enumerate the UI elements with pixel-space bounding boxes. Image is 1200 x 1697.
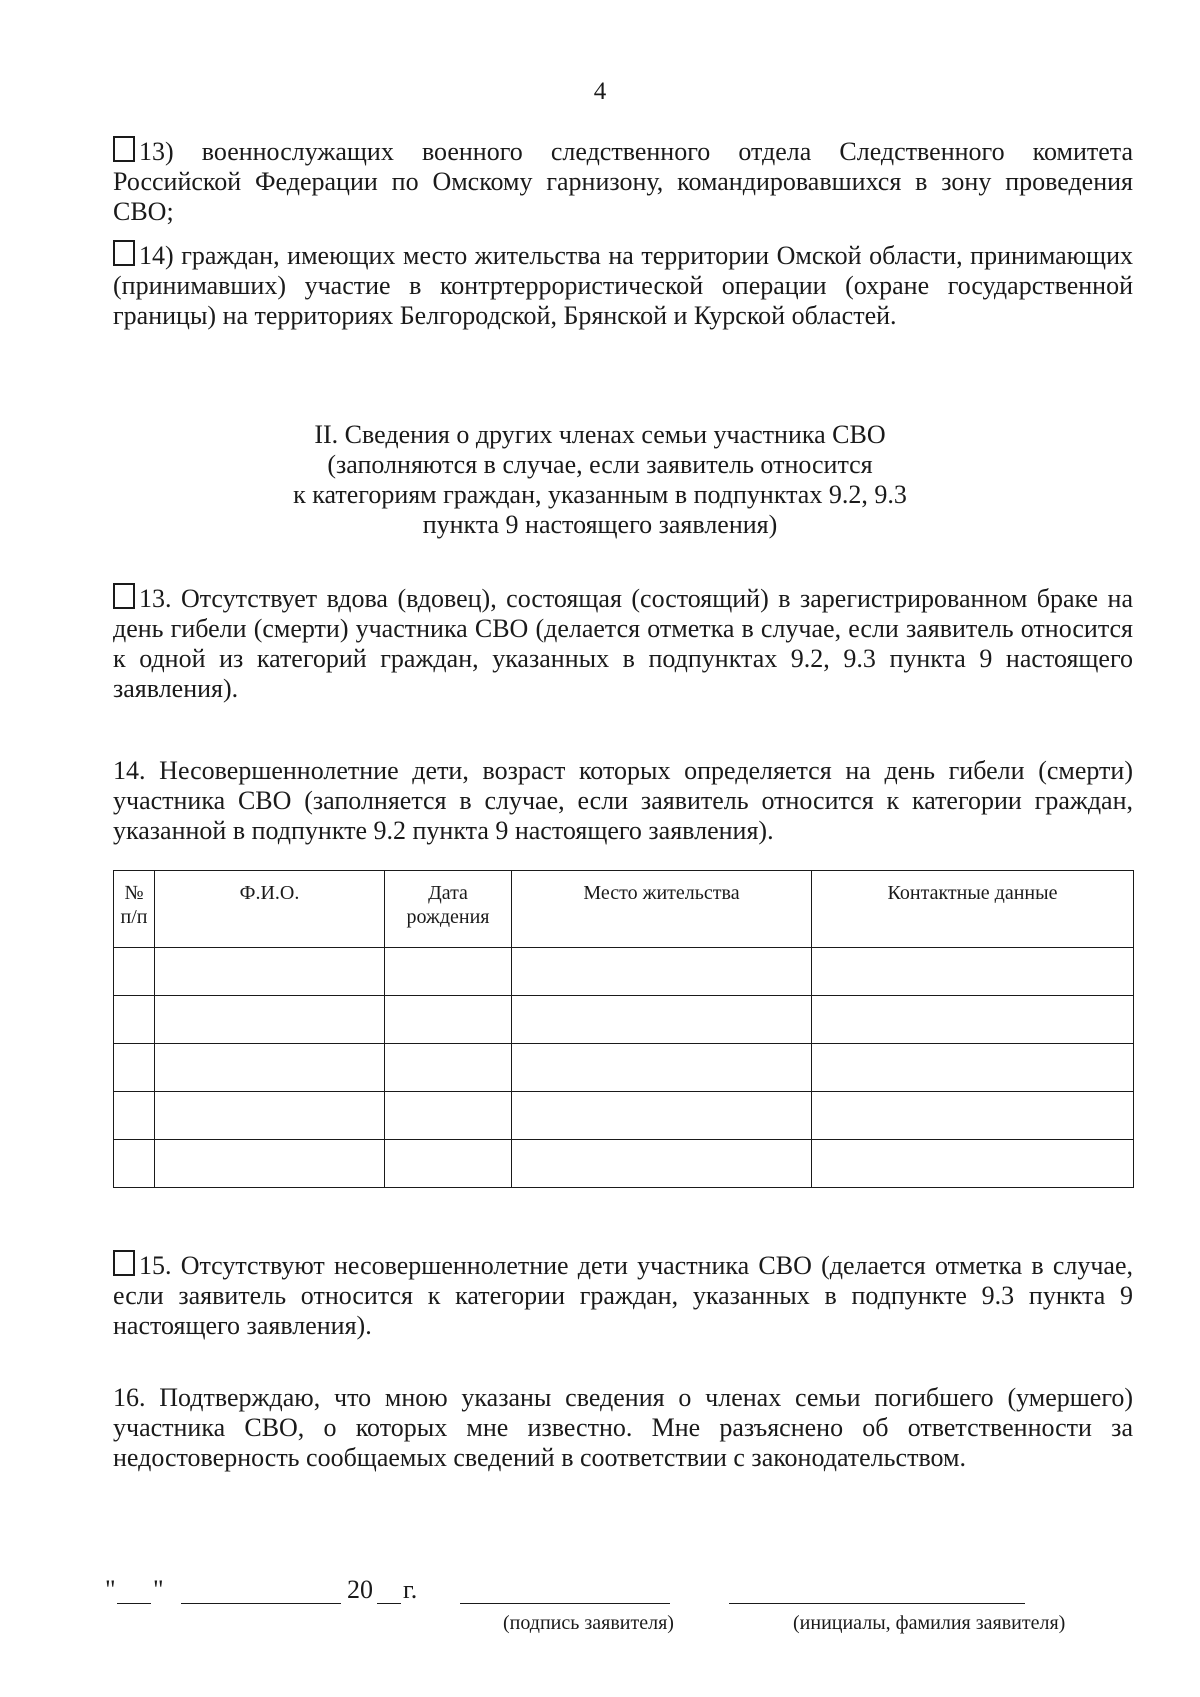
table-cell[interactable] (512, 996, 812, 1044)
item-14-subpoint (113, 240, 1133, 331)
table-cell[interactable] (155, 1092, 385, 1140)
table-cell[interactable] (155, 1044, 385, 1092)
table-cell[interactable] (385, 948, 512, 996)
date-quote-close: " (153, 1575, 164, 1604)
table-row (114, 948, 1134, 996)
name-blank[interactable] (729, 1603, 1025, 1604)
item-13-subpoint (113, 136, 1133, 227)
section-title-line: к категориям граждан, указанным в подпунктах 9.2, 9.3 (293, 480, 907, 509)
header-fio: Ф.И.О. (155, 871, 385, 948)
point-14 (113, 756, 1133, 846)
table-cell[interactable] (155, 1140, 385, 1188)
section-2-title (0, 420, 1200, 540)
signature-row (105, 1575, 1145, 1615)
table-cell[interactable] (385, 996, 512, 1044)
table-cell[interactable] (512, 1044, 812, 1092)
day-blank[interactable] (117, 1603, 151, 1604)
table-cell[interactable] (512, 948, 812, 996)
year-prefix: 20 (347, 1575, 373, 1604)
table-row (114, 1140, 1134, 1188)
table-cell[interactable] (385, 1044, 512, 1092)
table-cell[interactable] (114, 948, 155, 996)
table-cell[interactable] (114, 996, 155, 1044)
header-birth-date: Дата рождения (385, 871, 512, 948)
section-title-line: (заполняются в случае, если заявитель относится (327, 450, 873, 479)
item-13-checkbox[interactable] (113, 136, 135, 162)
point-13-text: 13. Отсутствует вдова (вдовец), состоящая (состоящий) в зарегистрированном браке на день гибели (смерти) участника СВО (делается отметка в случае, если заявитель относится к одной из категорий граждан, указанных в подпунктах 9.2, 9.3 пункта 9 настоящего заявления). (113, 584, 1133, 703)
table-row (114, 1092, 1134, 1140)
item-14-checkbox[interactable] (113, 240, 135, 266)
header-contacts: Контактные данные (812, 871, 1134, 948)
table-cell[interactable] (512, 1092, 812, 1140)
table-cell[interactable] (512, 1140, 812, 1188)
month-blank[interactable] (181, 1603, 341, 1604)
item-13-text: 13) военнослужащих военного следственного отдела Следственного комитета Российской Федерации по Омскому гарнизону, командировавшихся в зону проведения СВО; (113, 137, 1133, 226)
table-cell[interactable] (812, 948, 1134, 996)
children-table (113, 870, 1134, 1188)
section-title-line: II. Сведения о других членах семьи участника СВО (314, 420, 886, 449)
table-cell[interactable] (155, 996, 385, 1044)
table-row (114, 1044, 1134, 1092)
point-14-text: 14. Несовершеннолетние дети, возраст которых определяется на день гибели (смерти) участника СВО (заполняется в случае, если заявитель относится к категории граждан, указанной в подпункте 9.2 пункта 9 настоящего заявления). (113, 756, 1133, 845)
point-15 (113, 1250, 1133, 1341)
table-header-row (114, 871, 1134, 948)
table-cell[interactable] (812, 1140, 1134, 1188)
signature-caption: (подпись заявителя) (503, 1612, 674, 1634)
signature-blank[interactable] (460, 1603, 670, 1604)
table-cell[interactable] (114, 1044, 155, 1092)
point-13-checkbox[interactable] (113, 583, 135, 609)
point-16-text: 16. Подтверждаю, что мною указаны сведения о членах семьи погибшего (умершего) участника СВО, о которых мне известно. Мне разъяснено об ответственности за недостоверность сообщаемых сведений в соответствии с законодательством. (113, 1383, 1133, 1472)
table-cell[interactable] (385, 1140, 512, 1188)
item-14-text: 14) граждан, имеющих место жительства на территории Омской области, принимающих (принимавших) участие в контртеррористической операции (охране государственной границы) на территориях Белгородской, Брянской и Курской областей. (113, 241, 1133, 330)
point-15-checkbox[interactable] (113, 1250, 135, 1276)
table-cell[interactable] (812, 996, 1134, 1044)
table-cell[interactable] (812, 1092, 1134, 1140)
table-cell[interactable] (114, 1140, 155, 1188)
point-13 (113, 583, 1133, 704)
table-cell[interactable] (385, 1092, 512, 1140)
table-cell[interactable] (155, 948, 385, 996)
date-quote-open: " (105, 1575, 116, 1604)
year-blank[interactable] (377, 1603, 401, 1604)
header-residence: Место жительства (512, 871, 812, 948)
year-suffix: г. (403, 1575, 418, 1604)
name-caption: (инициалы, фамилия заявителя) (793, 1612, 1066, 1634)
header-number: № п/п (114, 871, 155, 948)
table-cell[interactable] (114, 1092, 155, 1140)
table-row (114, 996, 1134, 1044)
point-15-text: 15. Отсутствуют несовершеннолетние дети участника СВО (делается отметка в случае, если заявитель относится к категории граждан, указанных в подпункте 9.3 пункта 9 настоящего заявления). (113, 1251, 1133, 1340)
section-title-line: пункта 9 настоящего заявления) (422, 510, 778, 539)
point-16 (113, 1383, 1133, 1473)
page-number: 4 (593, 78, 607, 105)
table-cell[interactable] (812, 1044, 1134, 1092)
